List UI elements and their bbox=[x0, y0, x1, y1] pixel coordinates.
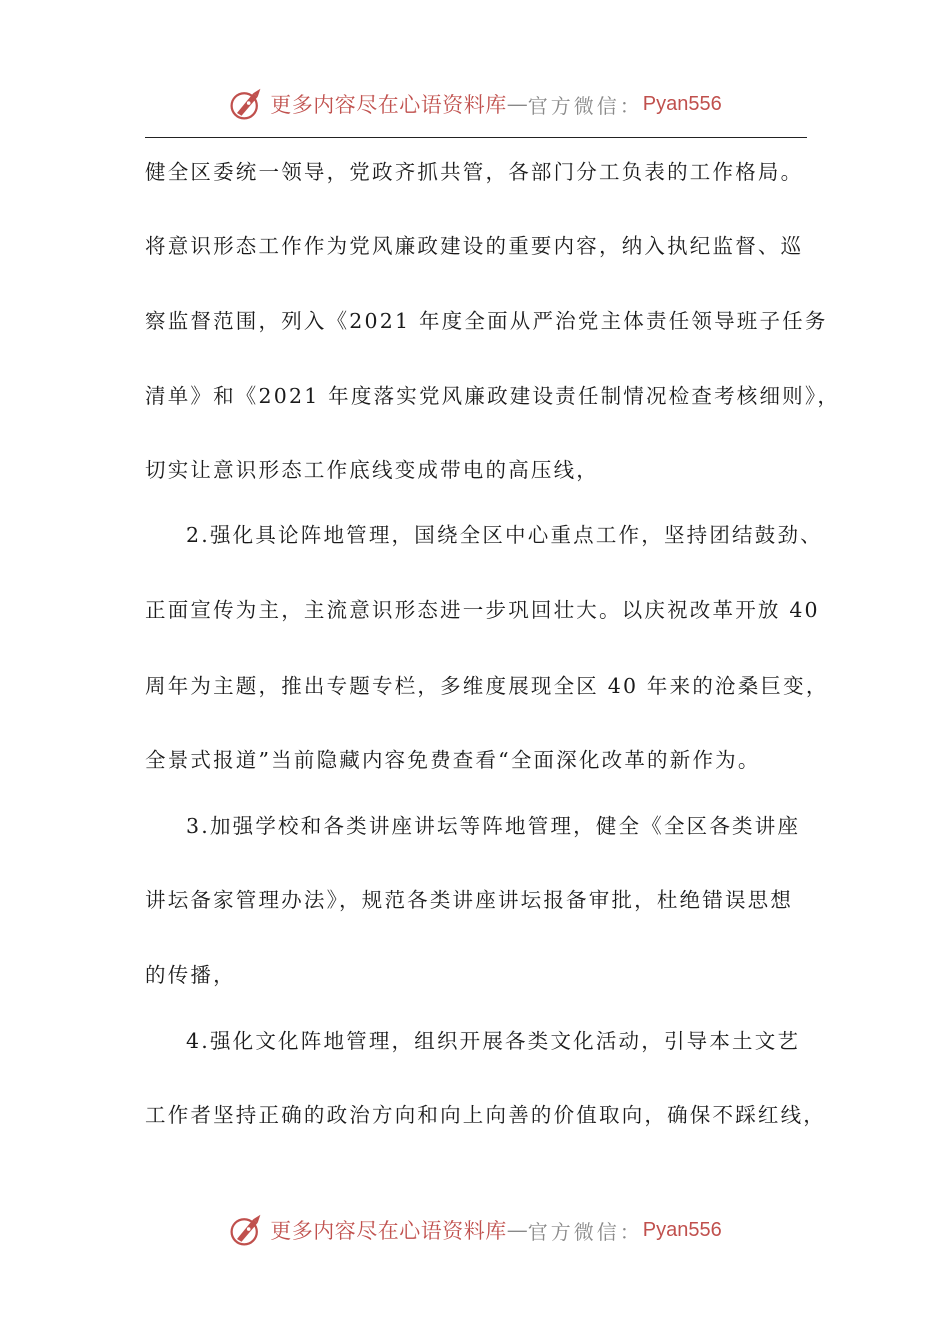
body-line: 2.强化具论阵地管理，国绕全区中心重点工作，坚持团结鼓劲、 bbox=[186, 523, 823, 547]
body-line: 3.加强学校和各类讲座讲坛等阵地管理，健全《全区各类讲座 bbox=[186, 814, 801, 838]
header-banner bbox=[0, 82, 950, 126]
pen-nib-logo-icon bbox=[228, 1212, 264, 1248]
pen-nib-logo-icon bbox=[228, 86, 264, 122]
body-line: 工作者坚持正确的政治方向和向上向善的价值取向，确保不踩红线， bbox=[145, 1103, 826, 1127]
body-line: 4.强化文化阵地管理，组织开展各类文化活动，引导本土文艺 bbox=[186, 1029, 801, 1053]
header-separator: — bbox=[506, 92, 528, 116]
body-line: 周年为主题，推出专题专栏，多维度展现全区 40 年来的沧桑巨变， bbox=[145, 674, 829, 698]
footer-banner bbox=[0, 1208, 950, 1252]
body-line: 全景式报道”当前隐藏内容免费查看“全面深化改革的新作为。 bbox=[145, 748, 761, 772]
header-wechat-label: 官方微信： bbox=[527, 93, 643, 118]
body-line: 清单》和《2021 年度落实党风廉政建设责任制情况检查考核细则》， bbox=[145, 384, 841, 408]
body-line: 切实让意识形态工作底线变成带电的高压线， bbox=[145, 458, 599, 482]
header-wechat-id: Pyan556 bbox=[642, 92, 722, 115]
body-line: 察监督范围，列入《2021 年度全面从严治党主体责任领导班子任务 bbox=[145, 309, 828, 333]
body-line: 的传播， bbox=[145, 963, 236, 987]
header-brand-text: 更多内容尽在心语资料库 bbox=[270, 93, 507, 117]
footer-separator: — bbox=[506, 1218, 528, 1242]
body-line: 健全区委统一领导，党政齐抓共管，各部门分工负表的工作格局。 bbox=[145, 160, 804, 184]
footer-wechat-id: Pyan556 bbox=[642, 1218, 722, 1241]
header-divider bbox=[145, 137, 807, 138]
body-line: 将意识形态工作作为党风廉政建设的重要内容，纳入执纪监督、巡 bbox=[145, 234, 804, 258]
footer-wechat-label: 官方微信： bbox=[527, 1219, 643, 1244]
body-line: 讲坛备家管理办法》，规范各类讲座讲坛报备审批，杜绝错误思想 bbox=[145, 888, 794, 912]
body-line: 正面宣传为主，主流意识形态进一步巩回壮大。以庆祝改革开放 40 bbox=[145, 598, 820, 622]
footer-brand-text: 更多内容尽在心语资料库 bbox=[270, 1219, 507, 1243]
